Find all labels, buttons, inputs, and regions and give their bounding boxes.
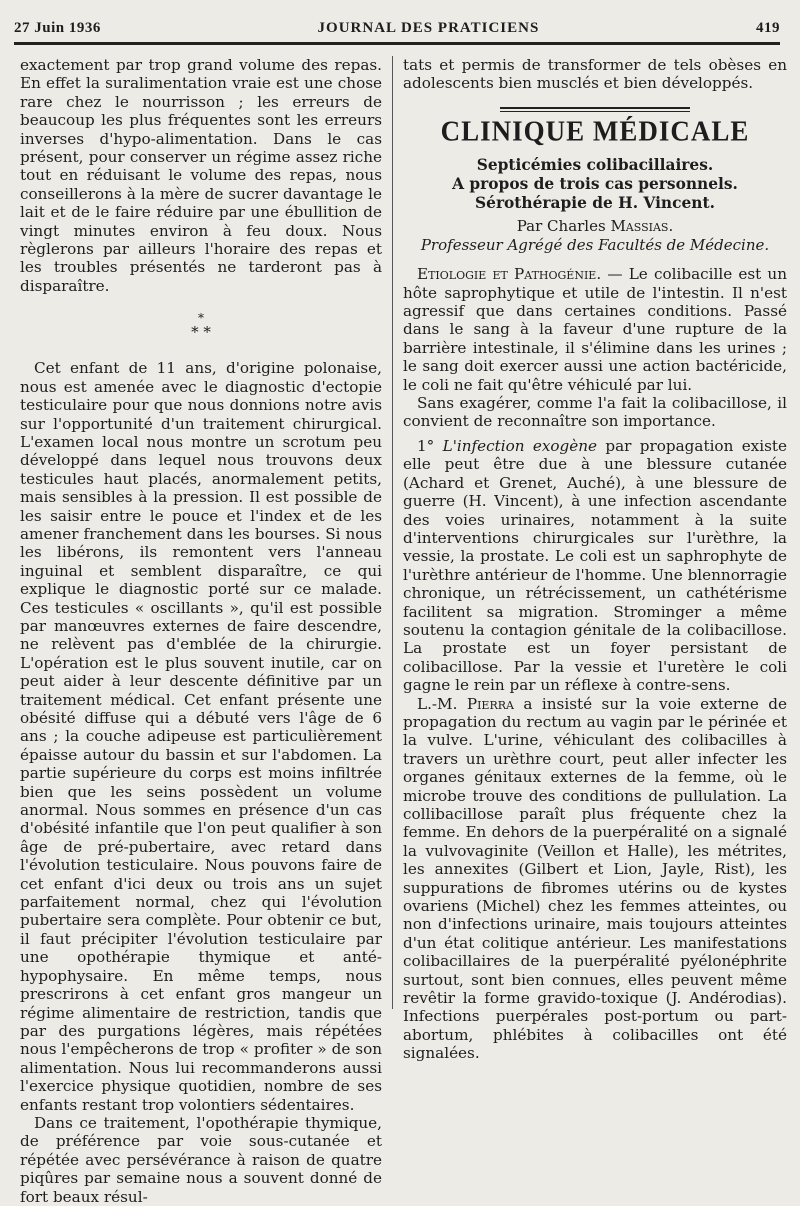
paragraph-pierra [403, 695, 787, 1063]
paragraph-continuation: tats et permis de transformer de tels obèses en adolescents bien musclés et bien développés. [403, 56, 787, 93]
exogenous-heading: L'infection exogène [442, 436, 598, 455]
article-title-line-1: Septicémies colibacillaires. [476, 156, 714, 175]
paragraph-exogenous [403, 437, 787, 695]
page-number: 419 [756, 19, 780, 36]
asterism-top: * [198, 311, 204, 326]
exogenous-number: 1° [417, 436, 443, 455]
left-column [20, 56, 382, 1206]
right-column [392, 56, 788, 1063]
paragraph-importance: Sans exagérer, comme l'a fait la colibacillose, il convient de reconnaître son importance. [403, 394, 787, 431]
article-title-line-2: A propos de trois cas personnels. [452, 175, 738, 194]
paragraph-etiology [403, 265, 787, 394]
author-affiliation: Professeur Agrégé des Facultés de Médecine. [420, 236, 770, 255]
journal-title: JOURNAL DES PRATICIENS [317, 19, 540, 36]
paragraph-diet: exactement par trop grand volume des repas. En effet la suralimentation vraie est une chose rare chez le nourrisson ; les erreurs de beaucoup les plus fréquentes sont les erreurs inverses d'hypo-alimentation. Dans le cas présent, pour conserver un régime assez riche tout en réduisant le volume des repas, nous conseillerons à la mère de sucrer davantage le lait et de le faire réduire par une ébullition de vingt minutes environ à feu doux. Nous règlerons par ailleurs l'horaire des repas et les troubles présentés ne tarderont pas à disparaître. [20, 56, 382, 295]
paragraph-treatment: Dans ce traitement, l'opothérapie thymique, de préférence par voie sous-cutanée et répétée avec persévérance à raison de quatre piqûres par semaine nous a souvent donné de fort beaux résul- [20, 1113, 382, 1206]
pierra-name: L.-M. Pierra [417, 694, 514, 713]
byline [403, 217, 787, 236]
section-separator-asterism [20, 311, 382, 342]
section-title: CLINIQUE MÉDICALE [440, 115, 750, 147]
section-divider [500, 107, 690, 112]
asterism-bottom: * * [191, 323, 211, 342]
paragraph-case-child: Cet enfant de 11 ans, d'origine polonaise, nous est amenée avec le diagnostic d'ectopie testiculaire pour que nous donnions notre avis sur l'opportunité d'un traitement chirurgical. L'examen local nous montre un scrotum peu développé dans lequel nous trouvons deux testicules haut placés, anormalement petits, mais sensibles à la pression. Il est possible de les saisir entre le pouce et l'index et de les amener franchement dans les bourses. Si nous les libérons, ils remontent vers l'anneau inguinal et semblent disparaître, ce qui explique le diagnostic porté sur ce malade. Ces testicules « oscillants », qu'il est possible par manœuvres externes de faire descendre, ne relèvent pas d'emblée de la chirurgie. L'opération est le plus souvent inutile, car on peut aider à leur descente définitive par un traitement médical. Cet enfant présente une obésité diffuse qui a débuté vers l'âge de 6 ans ; la couche adipeuse est particulièrement épaisse autour du bassin et sur l'abdomen. La partie supérieure du corps est moins infiltrée bien que les seins possèdent un volume anormal. Nous sommes en présence d'un cas d'obésité infantile que l'on peut qualifier à son âge de pré-pubertaire, avec retard dans l'évolution testiculaire. Nous pouvons faire de cet enfant d'ici deux ou trois ans un sujet parfaitement normal, chez qui l'évolution pubertaire sera complète. Pour obtenir ce but, il faut précipiter l'évolution testiculaire par une opothérapie thymique et anté-hypophysaire. En même temps, nous prescrirons à cet enfant gros mangeur un régime alimentaire de restriction, tandis que par des purgations légères, mais répétées nous l'empêcherons de trop « profiter » de son alimentation. Nous lui recommanderons aussi l'exercice physique quotidien, nombre de ses enfants restant trop volontiers sédentaires. [20, 359, 382, 1114]
author-name: Massias. [610, 217, 674, 236]
issue-date: 27 Juin 1936 [14, 19, 101, 36]
exogenous-text: par propagation existe elle peut être due à une blessure cutanée (Achard et Grenet, Auché), à une blessure de guerre (H. Vincent), à une infection ascendante des voies urinaires, notamment à la suite d'interventions chirurgicales sur l'urèthre, la vessie, la prostate. Le coli est un saphrophyte de l'urèthre antérieur de l'homme. Une blennorragie chronique, un rétrécissement, un cathétérisme facilitent sa migration. Strominger a même soutenu la contagion génitale de la colibacillose. La prostate est un foyer persistant de colibacillose. Par la vessie et l'uretère le coli gagne le rein par un réflexe à contre-sens. [403, 436, 787, 695]
pierra-text: a insisté sur la voie externe de propagation du rectum au vagin par le périnée et la vulve. L'urine, véhiculant des colibacilles à travers un urèthre court, peut aller infecter les organes génitaux externes de la femme, où le microbe trouve des conditions de pullulation. La collibacillose paraît plus fréquente chez la femme. En dehors de la puerpéralité on a signalé la vulvovaginite (Veillon et Halle), les métrites, les annexites (Gilbert et Lion, Jayle, Rist), les suppurations de fibromes utérins ou de kystes ovariens (Michel) chez les femmes atteintes, ou non d'infections urinaire, mais toujours atteintes d'un état colitique antérieur. Les manifestations colibacillaires de la puerpéralité pyélonéphrite surtout, sont bien connues, elles peuvent même revêtir la forme gravido-toxique (J. Andérodias). Infections puerpérales post-portum ou part-abortum, phlébites à colibacilles ont été signalées. [403, 694, 787, 1063]
byline-prefix: Par Charles [516, 217, 611, 236]
etiology-heading: Etiologie et Pathogénie. [417, 265, 602, 284]
article-title-line-3: Sérothérapie de H. Vincent. [475, 194, 715, 213]
etiology-text: — Le colibacille est un hôte saprophytique et utile de l'intestin. Il n'est agressif que dans certaines conditions. Passé dans le sang à la faveur d'une rupture de la barrière intestinale, il s'élimine dans les urines ; le sang doit exercer aussi une action bactéricide, le coli ne fait qu'être véhiculé par lui. [403, 265, 788, 394]
page-header [14, 14, 780, 45]
